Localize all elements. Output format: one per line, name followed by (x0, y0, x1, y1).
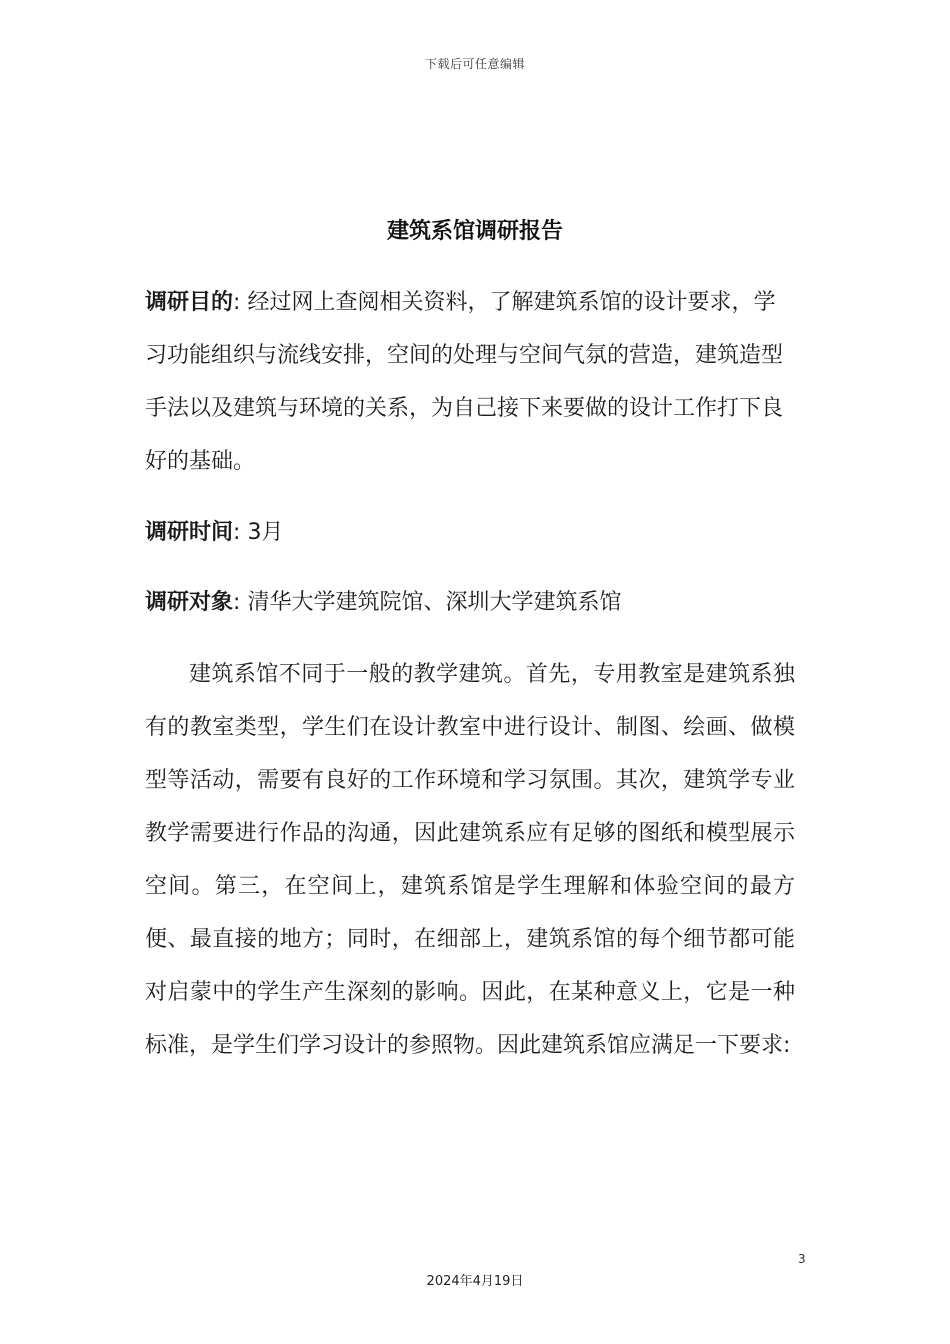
document-title: 建筑系馆调研报告 (386, 219, 563, 244)
main-paragraph: 建筑系馆不同于一般的教学建筑。首先，专用教室是建筑系独有的教室类型，学生们在设计教室中进行设计、制图、绘画、做模型等活动，需要有良好的工作环境和学习氛围。其次，建筑学专业教学需要进行作品的沟通，因此建筑系应有足够的图纸和模型展示空间。第三，在空间上，建筑系馆是学生理解和体验空间的最方便、最直接的地方；同时，在细部上，建筑系馆的每个细节都可能对启蒙中的学生产生深刻的影响。因此，在某种意义上，它是一种标准，是学生们学习设计的参照物。因此建筑系馆应满足一下要求: (145, 662, 795, 1058)
header-note: 下载后可任意编辑 (424, 57, 525, 71)
time-separator: : (233, 520, 241, 545)
time-paragraph (145, 506, 795, 559)
object-paragraph (145, 576, 795, 629)
purpose-label: 调研目的 (145, 290, 234, 315)
purpose-separator: : (233, 290, 241, 315)
object-separator: : (233, 590, 241, 615)
purpose-paragraph (145, 276, 795, 488)
object-label: 调研对象 (145, 590, 234, 615)
time-label: 调研时间 (145, 520, 234, 545)
time-text: 3月 (247, 520, 284, 545)
object-text: 清华大学建筑院馆、深圳大学建筑系馆 (247, 590, 622, 615)
footer-date: 2024年4月19日 (426, 1274, 524, 1289)
purpose-text: 经过网上查阅相关资料，了解建筑系馆的设计要求，学习功能组织与流线安排，空间的处理与空间气氛的营造，建筑造型手法以及建筑与环境的关系，为自己接下来要做的设计工作打下良好的基础。 (145, 290, 784, 474)
page-number: 3 (798, 1252, 806, 1266)
